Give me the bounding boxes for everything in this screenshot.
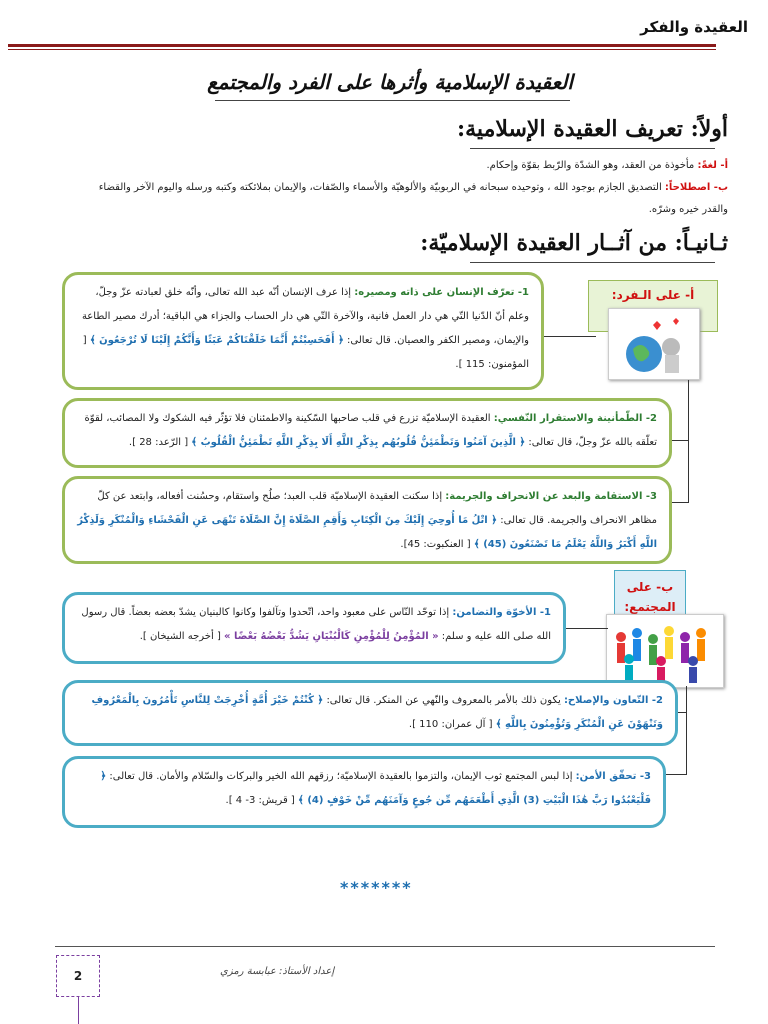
effect-heading: 2- الطّمأنينة والاستقرار النّفسي: xyxy=(493,413,657,424)
effect-heading: 3- الاستقامة والبعد عن الانحراف والجريمة: xyxy=(445,491,657,502)
section1-underline xyxy=(470,148,715,149)
connector-line xyxy=(672,502,689,503)
society-effect-2 xyxy=(62,680,678,746)
connector-line xyxy=(666,774,687,775)
lugha-text: مأخوذة من العقد، وهو الشدّة والرّبط بقوّة وإحكام. xyxy=(486,160,695,171)
hadith-reference: [ أخرجه الشيخان ]. xyxy=(139,631,221,642)
lugha-label: أ- لغةً: xyxy=(697,160,728,171)
hadith-text: « المُؤْمِنُ لِلْمُؤْمِنِ كَالْبُنْيَانِ يَشُدُّ بَعْضُهُ بَعْضًا » xyxy=(224,631,439,642)
subject-header: العقيدة والفكر xyxy=(640,18,748,36)
definition-istilah-cont: والقدر خيره وشرّه. xyxy=(648,204,728,215)
section1-heading: أولاً: تعريف العقيدة الإسلامية: xyxy=(457,116,728,142)
individual-label: أ- على الـفرد: xyxy=(611,288,695,302)
header-divider-thin xyxy=(8,49,716,50)
istilah-label: ب- اصطلاحاً: xyxy=(664,182,728,193)
quran-verse: ﴿ أَفَحَسِبْتُمْ أَنَّمَا خَلَقْنَاكُمْ عَبَثًا وَأَنَّكُمْ إِلَيْنَا لَا تُرْجَعُونَ ﴾ xyxy=(89,335,344,346)
footer-divider xyxy=(55,946,715,947)
verse-reference: [ العنكبوت: 45]. xyxy=(400,539,471,550)
footer-credit: إعداد الأستاذ: عبابسة رمزي xyxy=(220,966,335,977)
verse-reference: [ قريش: 3- 4 ]. xyxy=(225,795,295,806)
connector-line xyxy=(688,440,689,502)
page-number-stem xyxy=(78,997,79,1024)
header-divider xyxy=(8,44,716,47)
effect-text: إذا لبس المجتمع ثوب الإيمان، والتزموا بالعقيدة الإسلاميّة؛ رزقهم الله الخير والبركات والسّلام والأمان. قال تعالى: xyxy=(109,771,573,782)
title-underline xyxy=(215,100,570,101)
connector-line xyxy=(540,336,596,337)
page-title: العقيدة الإسلامية وأثرها على الفرد والمجتمع xyxy=(207,70,573,94)
effect-text: إذا عرف الإنسان أنّه عبد الله تعالى، وأنّه خلق لعبادته عزّ وجلّ، وعلم أنّ الدّنيا التّي هي دار العمل فانية، والآخرة التّي هي دار الحساب والجزاء هي الباقية؛ أدرك مصير الطاعة والإيمان، ومصير الكفر والعصيان. قال تعالى: xyxy=(81,287,529,346)
definition-lugha xyxy=(38,156,728,176)
effect-text: إذا سكنت العقيدة الإسلاميّة قلب العبد؛ صلُح واستقام، وحسُنت أفعاله، وابتعد عن كلّ مظاهر الانحراف والجريمة. قال تعالى: xyxy=(97,491,657,526)
globe-heart-icon xyxy=(609,309,699,379)
verse-reference: [ آل عمران: 110 ]. xyxy=(408,719,493,730)
society-effect-3 xyxy=(62,756,666,828)
effect-heading: 2- التّعاون والإصلاح: xyxy=(563,695,663,706)
definition-istilah xyxy=(38,178,728,198)
effect-heading: 1- تعرّف الإنسان على ذاته ومصيره: xyxy=(354,287,529,298)
society-label: ب- على المجتمع: xyxy=(624,580,676,614)
connector-line xyxy=(686,686,687,774)
individual-illustration xyxy=(608,308,700,380)
quran-verse: ﴿ اتْلُ مَا أُوحِيَ إِلَيْكَ مِنَ الْكِتَابِ وَأَقِمِ الصَّلَاةَ إِنَّ الصَّلَاةَ تَنْهَى عَنِ الْفَحْشَاءِ وَالْمُنْكَرِ وَلَذِكْرُ اللَّهِ أَكْبَرُ وَاللَّهُ يَعْلَمُ مَا تَصْنَعُونَ (45) ﴾ xyxy=(77,515,657,550)
effect-text: العقيدة الإسلاميّة تزرع في قلب صاحبها السّكينة والاطمئنان فلا تؤثّر فيه الشكوك ولا المصائب، لقوّة تعلّقه بالله عزّ وجلّ، قال تعالى: xyxy=(84,413,657,448)
section2-underline xyxy=(470,262,715,263)
page-number: 2 xyxy=(56,955,100,997)
separator-stars: ******* xyxy=(340,878,413,897)
verse-reference: [ المؤمنون: 115 ]. xyxy=(82,335,529,370)
people-crowd-icon xyxy=(607,615,723,687)
connector-line xyxy=(688,380,689,440)
connector-line xyxy=(566,628,608,629)
society-illustration xyxy=(606,614,724,688)
effect-heading: 3- تحقّق الأمن: xyxy=(575,771,651,782)
individual-effect-3 xyxy=(62,476,672,564)
quran-verse: ﴿ فَلْيَعْبُدُوا رَبَّ هَٰذَا الْبَيْتِ (3) الَّذِي أَطْعَمَهُم مِّن جُوعٍ وَآمَنَهُم مِّنْ خَوْفٍ (4) ﴾ xyxy=(100,771,651,806)
section2-heading: ثـانيـاً: من آثــار العقيدة الإسلاميّة: xyxy=(420,230,728,256)
individual-effect-2 xyxy=(62,398,672,468)
verse-reference: [ الرّعد: 28 ]. xyxy=(128,437,189,448)
connector-line xyxy=(672,440,689,441)
effect-heading: 1- الأخوّة والتضامن: xyxy=(452,607,551,618)
connector-line xyxy=(678,712,687,713)
quran-verse: ﴿ كُنْتُمْ خَيْرَ أُمَّةٍ أُخْرِجَتْ لِلنَّاسِ تَأْمُرُونَ بِالْمَعْرُوفِ وَتَنْهَوْنَ عَنِ الْمُنْكَرِ وَتُؤْمِنُونَ بِاللَّهِ ﴾ xyxy=(91,695,663,730)
effect-text: إذا توحّد النّاس على معبود واحد، اتّحدوا وتآلفوا وكانوا كالبنيان يشدّ بعضه بعضاً. قال رسول الله صلى الله عليه و سلم: xyxy=(81,607,551,642)
individual-effect-1 xyxy=(62,272,544,390)
quran-verse: ﴿ الَّذِينَ آمَنُوا وَتَطْمَئِنُّ قُلُوبُهُم بِذِكْرِ اللَّهِ أَلَا بِذِكْرِ اللَّهِ تَطْمَئِنُّ الْقُلُوبُ ﴾ xyxy=(191,437,526,448)
effect-text: يكون ذلك بالأمر بالمعروف والنّهي عن المنكر. قال تعالى: xyxy=(326,695,561,706)
istilah-text-1: التصديق الجازم بوجود الله ، وتوحيده سبحانه في الربوبيّة والألوهيّة والأسماء والصّفات، والإيمان بملائكته وكتبه ورسله واليوم الآخر والقضاء xyxy=(98,182,662,193)
society-effect-1 xyxy=(62,592,566,664)
